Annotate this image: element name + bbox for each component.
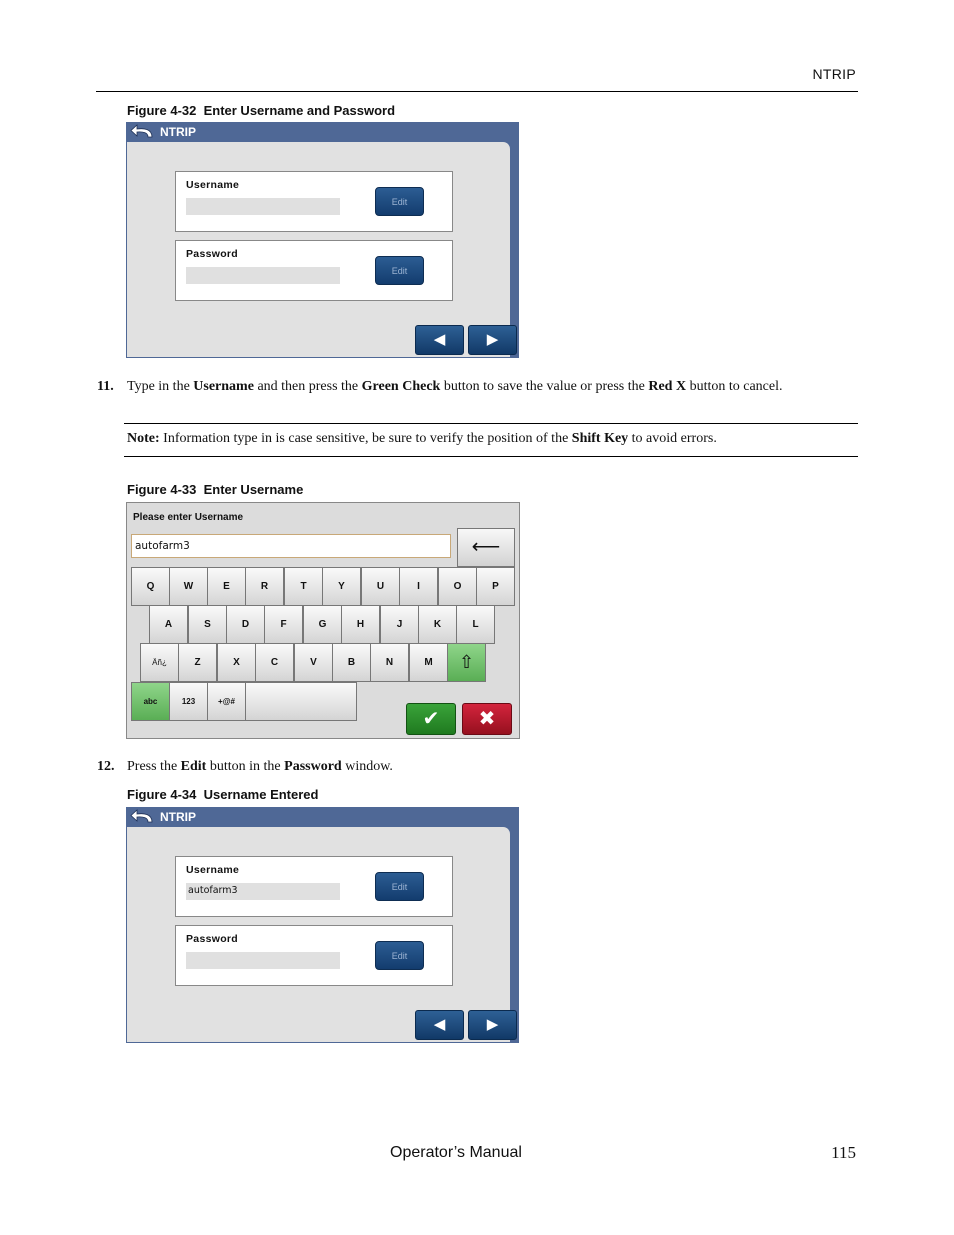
next-button[interactable]: ▶: [468, 1010, 517, 1040]
footer-title: Operator’s Manual: [390, 1144, 522, 1161]
key-g[interactable]: G: [303, 605, 342, 644]
username-field: [186, 198, 340, 215]
key-o[interactable]: O: [438, 567, 477, 606]
password-box: [175, 240, 453, 301]
key-t[interactable]: T: [284, 567, 323, 606]
figure-caption: Figure 4-33 Enter Username: [127, 482, 304, 497]
page-number: 115: [831, 1143, 856, 1162]
password-field: [186, 952, 340, 969]
username-edit-button[interactable]: Edit: [375, 872, 424, 901]
username-edit-button[interactable]: Edit: [375, 187, 424, 216]
ntrip-screen: [126, 807, 519, 1043]
key-y[interactable]: Y: [322, 567, 361, 606]
username-label: Username: [186, 179, 240, 191]
mode-symbols-key[interactable]: +@#: [207, 682, 246, 721]
ntrip-screen: [126, 122, 519, 358]
password-field: [186, 267, 340, 284]
key-j[interactable]: J: [380, 605, 419, 644]
mode-123-key[interactable]: 123: [169, 682, 208, 721]
username-field: autofarm3: [186, 883, 340, 900]
keyboard-screen: [126, 502, 520, 739]
note-rule-bottom: [124, 456, 858, 457]
key-f[interactable]: F: [264, 605, 303, 644]
figure-caption: Figure 4-34 Username Entered: [127, 787, 319, 802]
password-label: Password: [186, 933, 239, 945]
header-rule: [96, 91, 858, 92]
username-box: [175, 856, 453, 917]
step-11: 11. Type in the Username and then press the Green Check button to save the value or press the Red X button to cancel.: [97, 379, 783, 394]
key-n[interactable]: N: [370, 643, 409, 682]
backspace-key[interactable]: ⟵: [457, 528, 515, 567]
key-i[interactable]: I: [399, 567, 438, 606]
prev-button[interactable]: ◀: [415, 325, 464, 355]
keyboard-prompt: Please enter Username: [133, 512, 244, 523]
key-h[interactable]: H: [341, 605, 380, 644]
cancel-x-icon[interactable]: ✖: [462, 703, 512, 735]
password-label: Password: [186, 248, 239, 260]
note-rule-top: [124, 423, 858, 424]
section-header: NTRIP: [812, 66, 856, 82]
screen-panel: [127, 142, 510, 357]
screen-title: NTRIP: [160, 125, 196, 139]
username-label: Username: [186, 864, 240, 876]
key-m[interactable]: M: [409, 643, 448, 682]
figure-caption: Figure 4-32 Enter Username and Password: [127, 103, 396, 118]
screen-panel: [127, 827, 510, 1042]
key-x[interactable]: X: [217, 643, 256, 682]
step-12: 12. Press the Edit button in the Password window.: [97, 759, 393, 774]
key-p[interactable]: P: [476, 567, 515, 606]
next-button[interactable]: ▶: [468, 325, 517, 355]
key-z[interactable]: Z: [178, 643, 217, 682]
key-d[interactable]: D: [226, 605, 265, 644]
key-l[interactable]: L: [456, 605, 495, 644]
password-box: [175, 925, 453, 986]
title-bar: [126, 807, 519, 827]
username-box: [175, 171, 453, 232]
space-key[interactable]: [245, 682, 357, 721]
password-edit-button[interactable]: Edit: [375, 256, 424, 285]
key-k[interactable]: K: [418, 605, 457, 644]
title-bar: [126, 122, 519, 142]
key-e[interactable]: E: [207, 567, 246, 606]
key-accents[interactable]: Äñ¿: [140, 643, 179, 682]
prev-button[interactable]: ◀: [415, 1010, 464, 1040]
key-a[interactable]: A: [149, 605, 188, 644]
key-c[interactable]: C: [255, 643, 294, 682]
key-q[interactable]: Q: [131, 567, 170, 606]
mode-abc-key[interactable]: abc: [131, 682, 170, 721]
shift-key-icon[interactable]: ⇧: [447, 643, 486, 682]
key-r[interactable]: R: [245, 567, 284, 606]
screen-title: NTRIP: [160, 810, 196, 824]
key-s[interactable]: S: [188, 605, 227, 644]
back-arrow-icon[interactable]: [130, 809, 154, 825]
username-entry-input[interactable]: autofarm3: [131, 534, 451, 558]
ok-check-icon[interactable]: ✔: [406, 703, 456, 735]
password-edit-button[interactable]: Edit: [375, 941, 424, 970]
key-w[interactable]: W: [169, 567, 208, 606]
key-b[interactable]: B: [332, 643, 371, 682]
key-u[interactable]: U: [361, 567, 400, 606]
key-v[interactable]: V: [294, 643, 333, 682]
back-arrow-icon[interactable]: [130, 124, 154, 140]
note: Note: Information type in is case sensitive, be sure to verify the position of the Shift Key to avoid errors.: [127, 431, 717, 446]
